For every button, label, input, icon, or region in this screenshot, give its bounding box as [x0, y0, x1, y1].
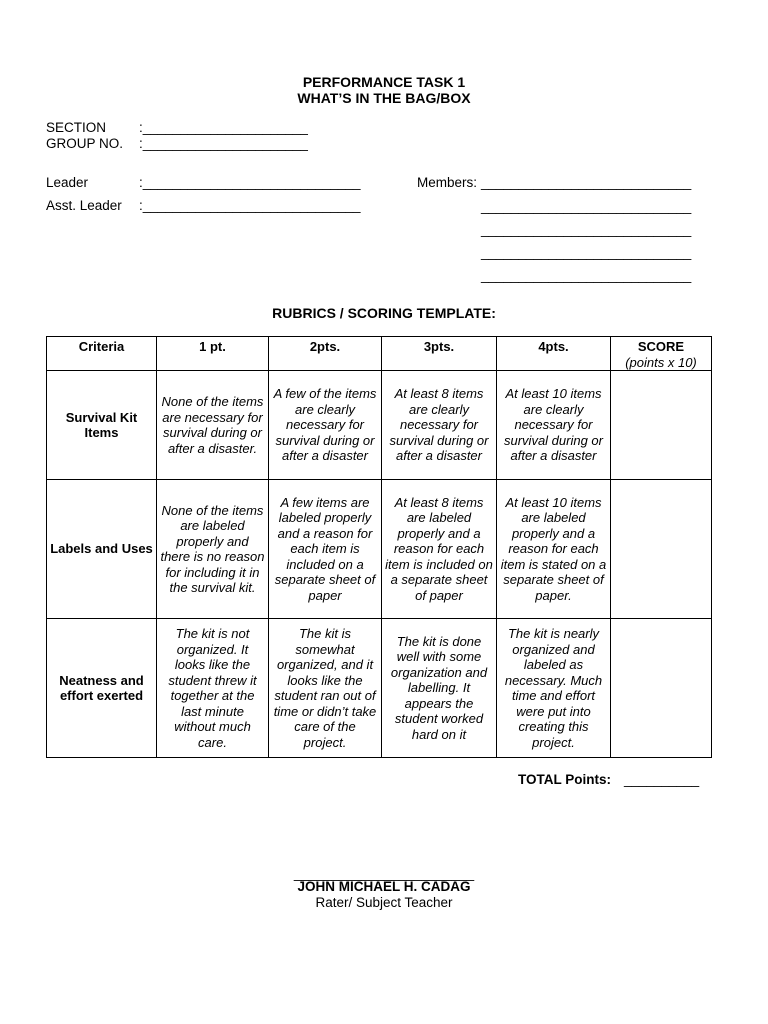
rater-name: JOHN MICHAEL H. CADAG	[297, 879, 471, 894]
group-no-field[interactable]: :______________________	[139, 136, 308, 151]
rubric-cell-4pts: At least 10 items are labeled properly and a reason for each item is stated on a separate sheet of paper.	[497, 480, 611, 619]
rubric-cell-2pts: A few items are labeled properly and a reason for each item is included on a separate sheet of paper	[269, 480, 382, 619]
score-cell[interactable]	[611, 371, 712, 480]
members-label: Members:	[417, 175, 478, 190]
score-header-note: (points x 10)	[625, 354, 697, 370]
asst-leader-label: Asst. Leader	[46, 198, 122, 213]
rubric-cell-4pts: The kit is nearly organized and labeled as necessary. Much time and effort were put into creating this project.	[497, 619, 611, 758]
table-row	[47, 619, 712, 758]
rubric-cell-2pts: The kit is somewhat organized, and it looks like the student ran out of time or didn’t take care of the project.	[269, 619, 382, 758]
rubric-cell-1pt: None of the items are labeled properly and there is no reason for including it in the survival kit.	[157, 480, 269, 619]
group-no-label: GROUP NO.	[46, 136, 124, 151]
rubric-heading: RUBRICS / SCORING TEMPLATE:	[272, 305, 496, 321]
members-field-1[interactable]: ____________________________	[481, 175, 692, 190]
column-header-3pts: 3pts.	[382, 337, 497, 371]
rubric-cell-3pts: At least 8 items are clearly necessary for survival during or after a disaster	[382, 371, 497, 480]
criteria-cell: Survival Kit Items	[47, 371, 157, 480]
criteria-cell: Labels and Uses	[47, 480, 157, 619]
column-header-4pts: 4pts.	[497, 337, 611, 371]
score-cell[interactable]	[611, 619, 712, 758]
members-field-3[interactable]: ____________________________	[481, 222, 692, 237]
rubric-cell-3pts: The kit is done well with some organization and labelling. It appears the student worked hard on it	[382, 619, 497, 758]
column-header-criteria: Criteria	[47, 337, 157, 371]
members-field-5[interactable]: ____________________________	[481, 268, 692, 283]
page-subtitle: WHAT’S IN THE BAG/BOX	[297, 90, 471, 106]
table-row	[47, 371, 712, 480]
section-field[interactable]: :______________________	[139, 120, 308, 135]
members-field-2[interactable]: ____________________________	[481, 199, 692, 214]
rubric-cell-2pts: A few of the items are clearly necessary for survival during or after a disaster	[269, 371, 382, 480]
total-points-label: TOTAL Points:	[518, 772, 611, 787]
total-points-field[interactable]: __________	[624, 772, 700, 787]
rubric-cell-4pts: At least 10 items are clearly necessary for survival during or after a disaster	[497, 371, 611, 480]
rubric-table	[46, 336, 712, 758]
score-header-label: SCORE	[637, 339, 685, 354]
rubric-cell-1pt: The kit is not organized. It looks like the student threw it together at the last minute without much care.	[157, 619, 269, 758]
criteria-cell: Neatness and effort exerted	[47, 619, 157, 758]
table-row	[47, 480, 712, 619]
rubric-cell-1pt: None of the items are necessary for survival during or after a disaster.	[157, 371, 269, 480]
column-header-score	[611, 337, 712, 371]
column-header-2pts: 2pts.	[269, 337, 382, 371]
page-title: PERFORMANCE TASK 1	[302, 74, 466, 90]
column-header-1pt: 1 pt.	[157, 337, 269, 371]
rubric-cell-3pts: At least 8 items are labeled properly and a reason for each item is included on a separate sheet of paper	[382, 480, 497, 619]
leader-field[interactable]: :_____________________________	[139, 175, 361, 190]
members-field-4[interactable]: ____________________________	[481, 245, 692, 260]
leader-label: Leader	[46, 175, 89, 190]
table-header-row	[47, 337, 712, 371]
rater-role: Rater/ Subject Teacher	[315, 895, 453, 910]
signature-line: ________________________	[293, 866, 475, 881]
section-label: SECTION	[46, 120, 107, 135]
score-cell[interactable]	[611, 480, 712, 619]
asst-leader-field[interactable]: :_____________________________	[139, 198, 361, 213]
